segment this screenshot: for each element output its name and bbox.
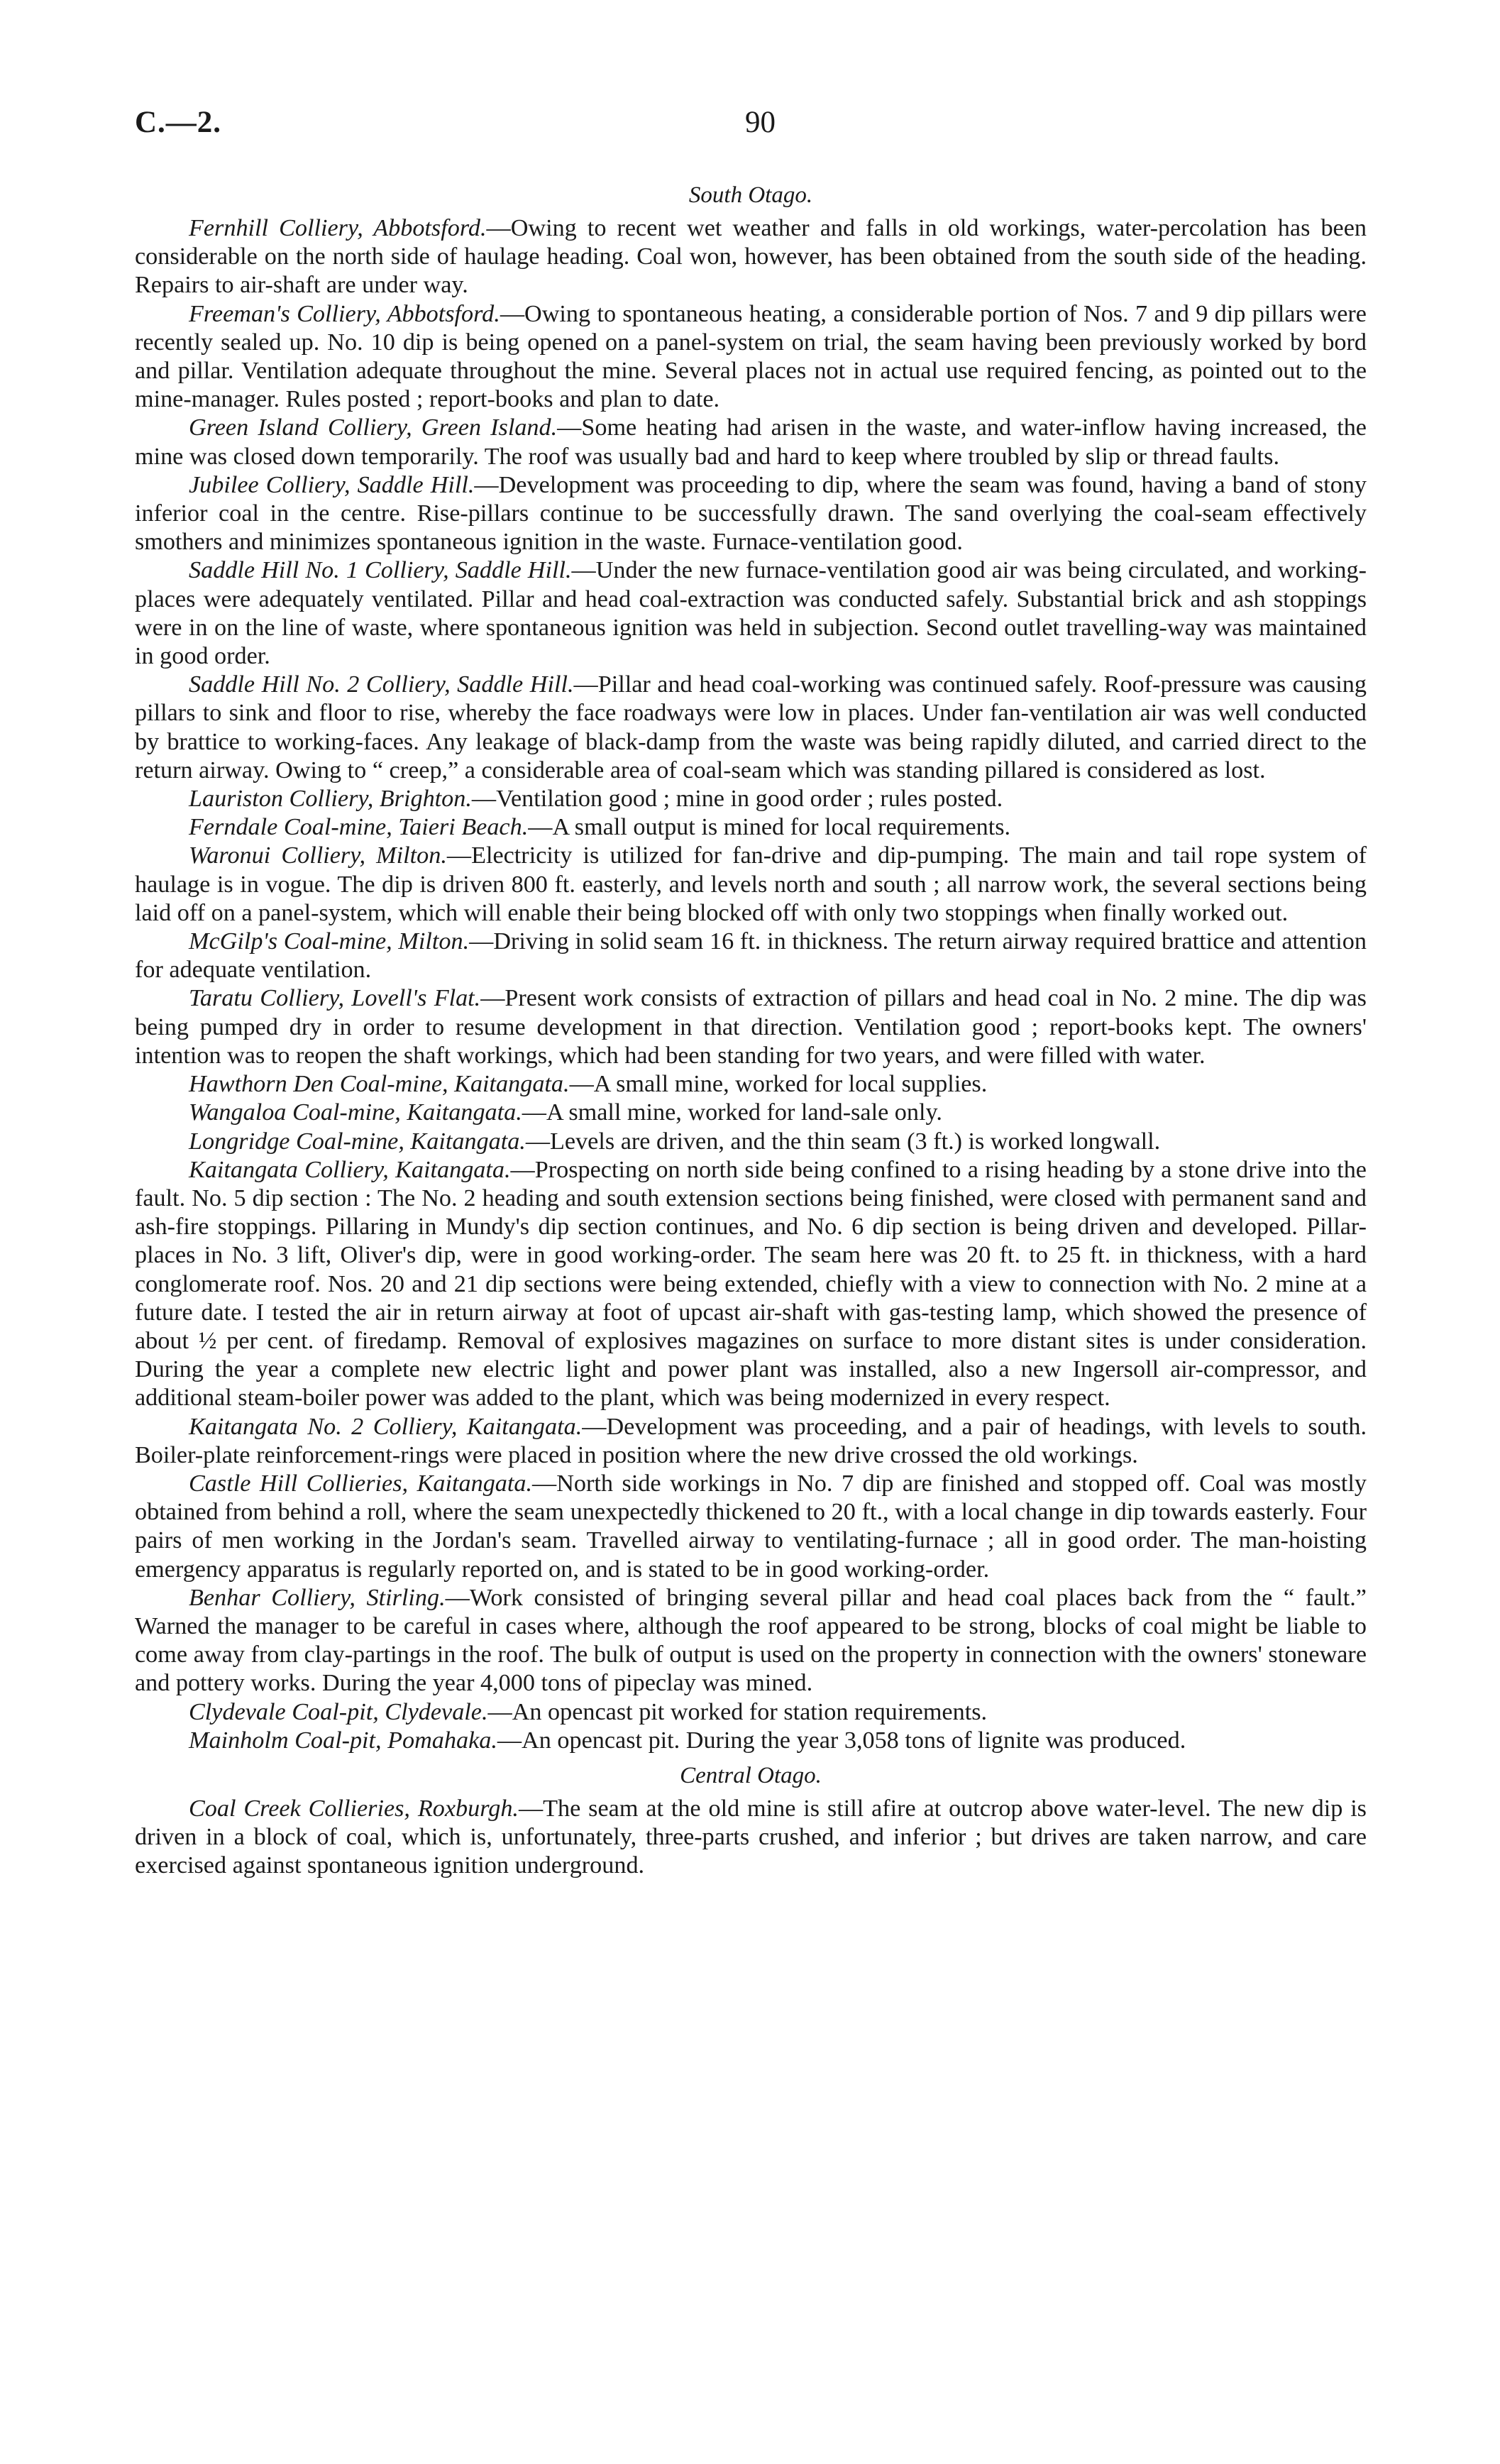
entry-text: —The seam at the old mine is still afire at outcrop above water-level. The new dip is driven in a block of coal, which is, unfortunately, three-parts crushed, and inferior ; but drives are taken narrow, and care exercised against spontaneous ignition underground.: [135, 1795, 1367, 1879]
entry-green-island: [135, 414, 1367, 471]
entry-text: —A small output is mined for local requirements.: [528, 814, 1011, 841]
entry-title: Kaitangata No. 2 Colliery, Kaitangata.: [189, 1413, 583, 1440]
entry-text: —Ventilation good ; mine in good order ; rules posted.: [471, 786, 1003, 813]
entry-saddle-hill-2: [135, 671, 1367, 785]
entry-text: —Prospecting on north side being confined to a rising heading by a stone drive into the fault. No. 5 dip section : The No. 2 heading and south extension sections being finished, were closed with permanent sand and ash-fire stoppings. Pillaring in Mundy's dip section continues, and No. 6 dip section is being driven and developed. Pillar-places in No. 3 lift, Oliver's dip, were in good working-order. The seam here was 20 ft. to 25 ft. in thickness, with a hard conglomerate roof. Nos. 20 and 21 dip sections were being extended, chiefly with a view to connection with No. 2 mine at a future date. I tested the air in return airway at foot of upcast air-shaft with gas-testing lamp, which showed the presence of about ½ per cent. of firedamp. Removal of explosives magazines on surface to more distant sites is under consideration. During the year a complete new electric light and power plant was installed, also a new Ingersoll air-compressor, and additional steam-boiler power was added to the plant, which was being modernized in every respect.: [135, 1156, 1367, 1412]
entry-title: Waronui Colliery, Milton.: [189, 842, 447, 869]
page-content: [135, 180, 1367, 1881]
entry-text: —Electricity is utilized for fan-drive and dip-pumping. The main and tail rope system of haulage is in vogue. The dip is driven 800 ft. easterly, and levels north and south ; all narrow work, the several sections being laid off on a panel-system, which will enable their being blocked off with only two stoppings when finally worked out.: [135, 842, 1367, 926]
document-reference: C.—2.: [135, 106, 222, 139]
entry-title: Hawthorn Den Coal-mine, Kaitangata.: [189, 1071, 570, 1098]
entry-title: Clydevale Coal-pit, Clydevale.: [189, 1698, 488, 1725]
entry-fernhill: [135, 214, 1367, 300]
entry-jubilee: [135, 471, 1367, 557]
entry-title: Longridge Coal-mine, Kaitangata.: [189, 1128, 526, 1155]
section-central-otago: [135, 1761, 1367, 1881]
entry-title: Fernhill Colliery, Abbotsford.: [189, 215, 487, 241]
entry-title: Benhar Colliery, Stirling.: [189, 1584, 446, 1611]
entry-text: —Development was proceeding, and a pair of headings, with levels to south. Boiler-plate reinforcement-rings were placed in position where the new drive crossed the old workings.: [135, 1413, 1367, 1468]
page-header: [0, 105, 1500, 148]
entry-text: —Development was proceeding to dip, where the seam was found, having a band of stony inferior coal in the centre. Rise-pillars continue to be successfully drawn. The sand overlying the coal-seam effectively smothers and minimizes spontaneous ignition in the waste. Furnace-ventilation good.: [135, 471, 1367, 556]
entry-clydevale: [135, 1698, 1367, 1727]
entry-hawthorn-den: [135, 1070, 1367, 1099]
entry-castle-hill: [135, 1470, 1367, 1584]
entry-title: Green Island Colliery, Green Island.: [189, 414, 558, 441]
entry-taratu: [135, 984, 1367, 1070]
entry-text: —A small mine, worked for local supplies.: [569, 1071, 988, 1098]
entry-coal-creek: [135, 1795, 1367, 1881]
section-heading: South Otago.: [688, 182, 813, 208]
entry-title: Lauriston Colliery, Brighton.: [189, 786, 472, 813]
section-south-otago: [135, 180, 1367, 1755]
entry-text: —Levels are driven, and the thin seam (3 ft.) is worked longwall.: [525, 1128, 1161, 1155]
entry-waronui: [135, 842, 1367, 928]
entry-text: —Present work consists of extraction of pillars and head coal in No. 2 mine. The dip was being pumped dry in order to resume development in that direction. Ventilation good ; report-books kept. The owners' intention was to reopen the shaft workings, which had been standing for two years, and were filled with water.: [135, 985, 1367, 1069]
entry-title: McGilp's Coal-mine, Milton.: [189, 928, 470, 955]
page-number: 90: [745, 106, 776, 139]
entry-longridge: [135, 1128, 1367, 1156]
entry-freemans: [135, 300, 1367, 414]
entry-lauriston: [135, 785, 1367, 813]
entry-text: —Pillar and head coal-working was continued safely. Roof-pressure was causing pillars to sink and floor to rise, whereby the face roadways were low in places. Under fan-ventilation air was well conducted by brattice to working-faces. Any leakage of black-damp from the waste was being rapidly diluted, and carried direct to the return airway. Owing to “ creep,” a considerable area of coal-seam which was standing pillared is considered as lost.: [135, 671, 1367, 783]
entry-title: Taratu Colliery, Lovell's Flat.: [189, 985, 481, 1012]
entry-title: Saddle Hill No. 2 Colliery, Saddle Hill.: [189, 671, 574, 698]
entry-text: —An opencast pit worked for station requirements.: [487, 1698, 988, 1725]
entry-text: —Under the new furnace-ventilation good air was being circulated, and working-places were adequately ventilated. Pillar and head coal-extraction was conducted safely. Substantial brick and ash stoppings were in on the line of waste, where spontaneous ignition was held in subjection. Second outlet travelling-way was maintained in good order.: [135, 557, 1367, 670]
entry-title: Freeman's Colliery, Abbotsford.: [189, 300, 500, 327]
entry-title: Castle Hill Collieries, Kaitangata.: [189, 1470, 533, 1497]
entry-title: Jubilee Colliery, Saddle Hill.: [189, 471, 475, 498]
entry-title: Kaitangata Colliery, Kaitangata.: [189, 1156, 511, 1183]
entry-title: Ferndale Coal-mine, Taieri Beach.: [189, 814, 529, 841]
entry-kaitangata: [135, 1156, 1367, 1413]
entry-text: —An opencast pit. During the year 3,058 tons of lignite was produced.: [497, 1727, 1186, 1754]
entry-title: Mainholm Coal-pit, Pomahaka.: [189, 1727, 497, 1754]
entry-benhar: [135, 1584, 1367, 1698]
entry-text: —North side workings in No. 7 dip are finished and stopped off. Coal was mostly obtained from behind a roll, where the seam unexpectedly thickened to 20 ft., with a local change in dip towards easterly. Four pairs of men working in the Jordan's seam. Travelled airway to ventilating-furnace ; all in good order. The man-hoisting emergency apparatus is regularly reported on, and is stated to be in good working-order.: [135, 1470, 1367, 1583]
section-heading: Central Otago.: [680, 1762, 822, 1788]
entry-text: —Owing to spontaneous heating, a considerable portion of Nos. 7 and 9 dip pillars were recently sealed up. No. 10 dip is being opened on a panel-system on trial, the seam having been previously worked by bord and pillar. Ventilation adequate throughout the mine. Several places not in actual use required fencing, as pointed out to the mine-manager. Rules posted ; report-books and plan to date.: [135, 300, 1367, 413]
entry-text: —Driving in solid seam 16 ft. in thickness. The return airway required brattice and attention for adequate ventilation.: [135, 928, 1367, 984]
entry-ferndale: [135, 813, 1367, 842]
entry-text: —A small mine, worked for land-sale only.: [522, 1099, 942, 1126]
entry-kaitangata-2: [135, 1413, 1367, 1470]
entry-title: Coal Creek Collieries, Roxburgh.: [189, 1795, 519, 1822]
entry-text: —Work consisted of bringing several pillar and head coal places back from the “ fault.” Warned the manager to be careful in cases where, although the roof appeared to be strong, blocks of coal might be liable to come away from clay-partings in the roof. The bulk of output is used on the property in connection with the owners' stoneware and pottery works. During the year 4,000 tons of pipeclay was mined.: [135, 1584, 1367, 1697]
entry-wangaloa: [135, 1099, 1367, 1127]
entry-saddle-hill-1: [135, 556, 1367, 671]
entry-mainholm: [135, 1727, 1367, 1755]
entry-text: —Some heating had arisen in the waste, and water-inflow having increased, the mine was closed down temporarily. The roof was usually bad and hard to keep where troubled by slip or thread faults.: [135, 414, 1367, 470]
entry-text: —Owing to recent wet weather and falls in old workings, water-percolation has been considerable on the north side of haulage heading. Coal won, however, has been obtained from the south side of the heading. Repairs to air-shaft are under way.: [135, 215, 1367, 299]
entry-mcgilps: [135, 928, 1367, 984]
entry-title: Wangaloa Coal-mine, Kaitangata.: [189, 1099, 522, 1126]
entry-title: Saddle Hill No. 1 Colliery, Saddle Hill.: [189, 557, 572, 584]
